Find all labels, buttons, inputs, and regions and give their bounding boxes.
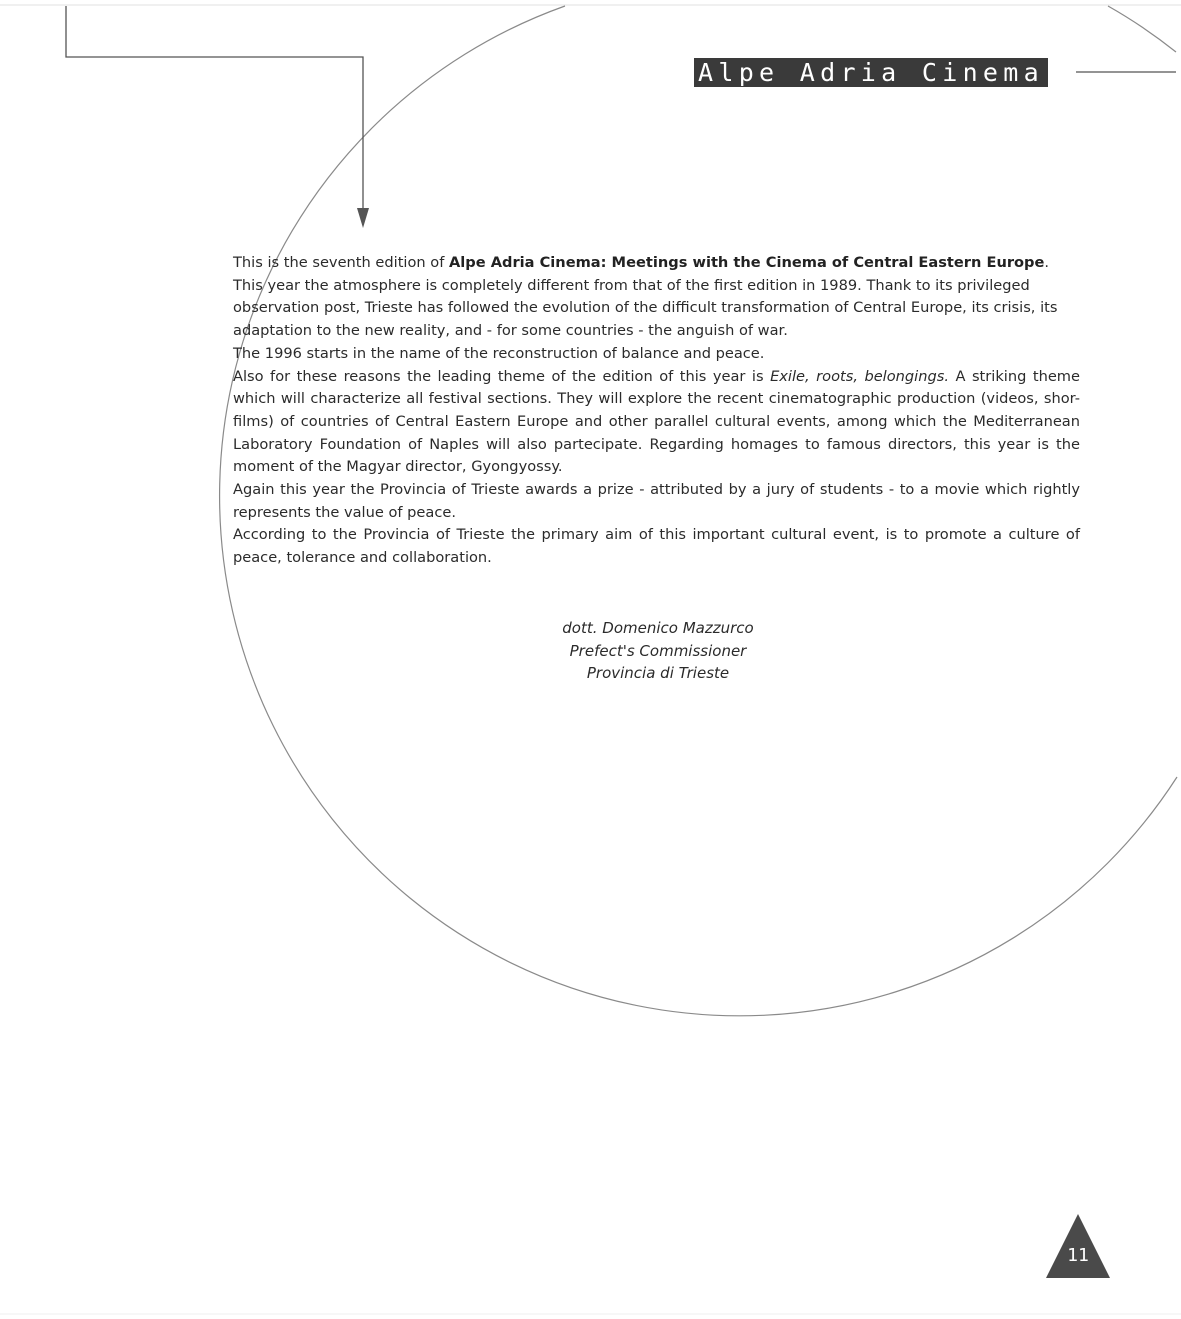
paragraph-theme bbox=[233, 366, 1080, 480]
signatory-role: Prefect's Commissioner bbox=[569, 641, 747, 660]
signatory-organization: Provincia di Trieste bbox=[586, 664, 730, 683]
signatory-name: dott. Domenico Mazzurco bbox=[562, 619, 754, 637]
connector-line bbox=[66, 6, 363, 210]
section-title: Alpe Adria Cinema bbox=[694, 58, 1048, 87]
paragraph-theme-text-b: A striking theme which will characterize all festival sections. They will explore the recent cinematographic production (videos, shor-films) of countries of Central Eastern Europe and other parallel cultural events, among which the Mediterranean Laboratory Foundation of Naples will also partecipate. Regarding homages to famous directors, this year is the moment of the Magyar director, Gyongyossy. bbox=[233, 367, 1080, 476]
article-body bbox=[233, 252, 1080, 570]
paragraph-intro bbox=[233, 252, 1080, 343]
signature-block bbox=[508, 617, 808, 685]
paragraph-intro-text-b: . This year the atmosphere is completely different from that of the first edition in 1989. Thank to its privileged observation post, Trieste has followed the evolution of the difficult transformation of Central Europe, its crisis, its adaptation to the new reality, and - for some countries - the anguish of war. bbox=[233, 254, 1058, 340]
theme-title: Exile, roots, belongings. bbox=[770, 367, 949, 385]
paragraph-1996: The 1996 starts in the name of the reconstruction of balance and peace. bbox=[233, 344, 765, 362]
festival-full-name: Alpe Adria Cinema: Meetings with the Cinema of Central Eastern Europe bbox=[449, 254, 1045, 271]
paragraph-intro-text-a: This is the seventh edition of bbox=[233, 254, 449, 271]
arrow-down-icon bbox=[357, 208, 369, 228]
page-number: 11 bbox=[1067, 1245, 1089, 1266]
paragraph-aim: According to the Provincia of Trieste the primary aim of this important cultural event, is to promote a culture of peace, tolerance and collaboration. bbox=[233, 526, 1080, 567]
circle-arc-top-right bbox=[1108, 6, 1176, 52]
paragraph-prize: Again this year the Provincia of Trieste awards a prize - attributed by a jury of students - to a movie which rightly represents the value of peace. bbox=[233, 481, 1080, 521]
paragraph-theme-text-a: Also for these reasons the leading theme of the edition of this year is bbox=[233, 367, 771, 385]
